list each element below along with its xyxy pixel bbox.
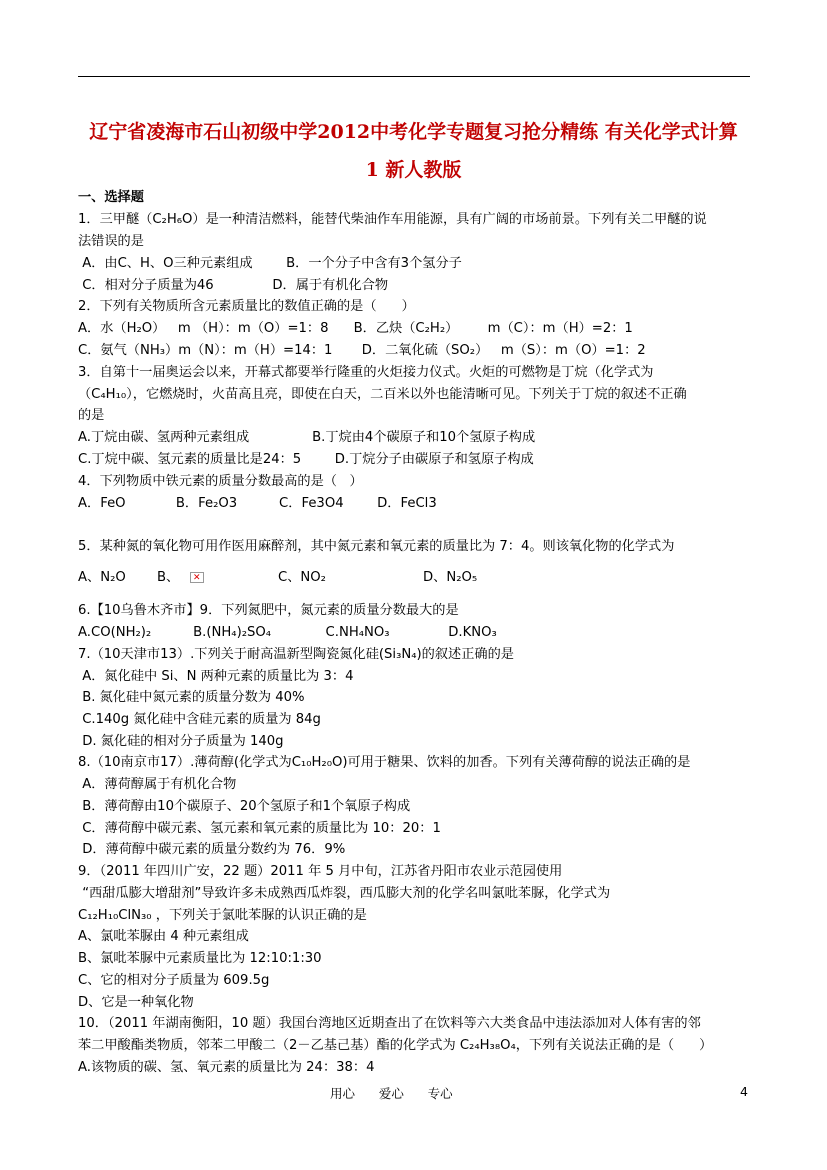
q9-stem-line1: 9．（2011 年四川广安，22 题）2011 年 5 月中旬，江苏省丹阳市农业示范园使用: [78, 864, 563, 879]
q2-options-ab: A．水（H₂O） m （H）：m（O）=1：8 B．乙炔（C₂H₂） m（C）：m（H）=2：1: [78, 321, 633, 336]
q8-option-d: D．薄荷醇中碳元素的质量分数约为 76．9%: [78, 842, 346, 857]
q5-stem: 5．某种氮的氧化物可用作医用麻醉剂，其中氮元素和氧元素的质量比为 7：4。则该氧化物的化学式为: [78, 539, 675, 554]
q4-stem: 4．下列物质中铁元素的质量分数最高的是（ ）: [78, 474, 363, 489]
q8-option-a: A．薄荷醇属于有机化合物: [78, 777, 237, 792]
q3-stem-line2: （C₄H₁₀），它燃烧时，火苗高且亮，即使在白天，二百米以外也能清晰可见。下列关于丁烷的叙述不正确: [78, 387, 687, 402]
q9-option-a: A、氯吡苯脲由 4 种元素组成: [78, 929, 249, 944]
q10-stem-line1: 10．（2011 年湖南衡阳，10 题）我国台湾地区近期查出了在饮料等六大类食品中违法添加对人体有害的邻: [78, 1016, 701, 1031]
q3-stem-line1: 3．自第十一届奥运会以来，开幕式都要举行隆重的火炬接力仪式。火炬的可燃物是丁烷（化学式为: [78, 365, 654, 380]
q5-options: [78, 569, 750, 586]
q2-options-cd: C．氨气（NH₃）m（N）：m（H）=14：1 D．二氧化硫（SO₂） m（S）：m（O）=1：2: [78, 343, 646, 358]
q2-stem: 2．下列有关物质所含元素质量比的数值正确的是（ ）: [78, 299, 415, 314]
q1-stem-line2: 法错误的是: [78, 234, 144, 249]
page-number: 4: [740, 1084, 748, 1099]
q8-stem: 8.（10南京市17）.薄荷醇(化学式为C₁₀H₂₀O)可用于糖果、饮料的加香。下列有关薄荷醇的说法正确的是: [78, 755, 691, 770]
q1-options-cd: C．相对分子质量为46 D．属于有机化合物: [78, 278, 389, 293]
q3-options-cd: C.丁烷中碳、氢元素的质量比是24：5 D.丁烷分子由碳原子和氢原子构成: [78, 452, 534, 467]
document-title-line2: 1 新人教版: [365, 159, 462, 181]
footer-motto: 用心 爱心 专心: [330, 1086, 453, 1101]
q1-stem-line1: 1．三甲醚（C₂H₆O）是一种清洁燃料，能替代柴油作车用能源，具有广阔的市场前景。下列有关二甲醚的说: [78, 212, 707, 227]
q1-options-ab: A．由C、H、O三种元素组成 B．一个分子中含有3个氢分子: [78, 256, 462, 271]
q3-options-ab: A.丁烷由碳、氢两种元素组成 B.丁烷由4个碳原子和10个氢原子构成: [78, 430, 536, 445]
q4-options: A．FeO B．Fe₂O3 C．Fe3O4 D．FeCl3: [78, 496, 437, 511]
q6-stem: 6.【10乌鲁木齐市】9．下列氮肥中，氮元素的质量分数最大的是: [78, 603, 459, 618]
q9-stem-line3: C₁₂H₁₀ClN₃₀ ，下列关于氯吡苯脲的认识正确的是: [78, 908, 367, 923]
q7-stem: 7.（10天津市13）.下列关于耐高温新型陶瓷氮化硅(Si₃N₄)的叙述正确的是: [78, 647, 514, 662]
q5-option-a: A、N₂O: [78, 570, 126, 585]
q5-option-b: B、: [157, 570, 180, 585]
document-title-line1: 辽宁省凌海市石山初级中学2012中考化学专题复习抢分精练 有关化学式计算: [89, 121, 738, 143]
header-rule: [78, 76, 750, 77]
broken-image-icon: [190, 572, 204, 583]
q9-stem-line2: “西甜瓜膨大增甜剂”导致许多未成熟西瓜炸裂，西瓜膨大剂的化学名叫氯吡苯脲，化学式为: [78, 886, 611, 901]
q7-option-c: C.140g 氮化硅中含硅元素的质量为 84g: [78, 712, 321, 727]
section-heading: 一、选择题: [78, 190, 144, 205]
q9-option-c: C、它的相对分子质量为 609.5g: [78, 973, 270, 988]
q5-option-c: C、NO₂: [278, 570, 326, 585]
q10-stem-line2: 苯二甲酸酯类物质，邻苯二甲酸二（2－乙基己基）酯的化学式为 C₂₄H₃₈O₄，下列有关说法正确的是（ ）: [78, 1038, 713, 1053]
q9-option-d: D、它是一种氧化物: [78, 995, 194, 1010]
q5-option-d: D、N₂O₅: [423, 570, 478, 585]
q8-option-c: C．薄荷醇中碳元素、氢元素和氧元素的质量比为 10：20：1: [78, 821, 441, 836]
q7-option-b: B. 氮化硅中氮元素的质量分数为 40%: [78, 690, 305, 705]
q3-stem-line3: 的是: [78, 408, 105, 423]
q10-option-a: A.该物质的碳、氢、氧元素的质量比为 24：38：4: [78, 1060, 375, 1075]
q7-option-a: A．氮化硅中 Si、N 两种元素的质量比为 3：4: [78, 669, 354, 684]
q6-options: A.CO(NH₂)₂ B.(NH₄)₂SO₄ C.NH₄NO₃ D.KNO₃: [78, 625, 497, 640]
q8-option-b: B．薄荷醇由10个碳原子、20个氢原子和1个氧原子构成: [78, 799, 411, 814]
q9-option-b: B、氯吡苯脲中元素质量比为 12:10:1:30: [78, 951, 322, 966]
q7-option-d: D. 氮化硅的相对分子质量为 140g: [78, 734, 284, 749]
